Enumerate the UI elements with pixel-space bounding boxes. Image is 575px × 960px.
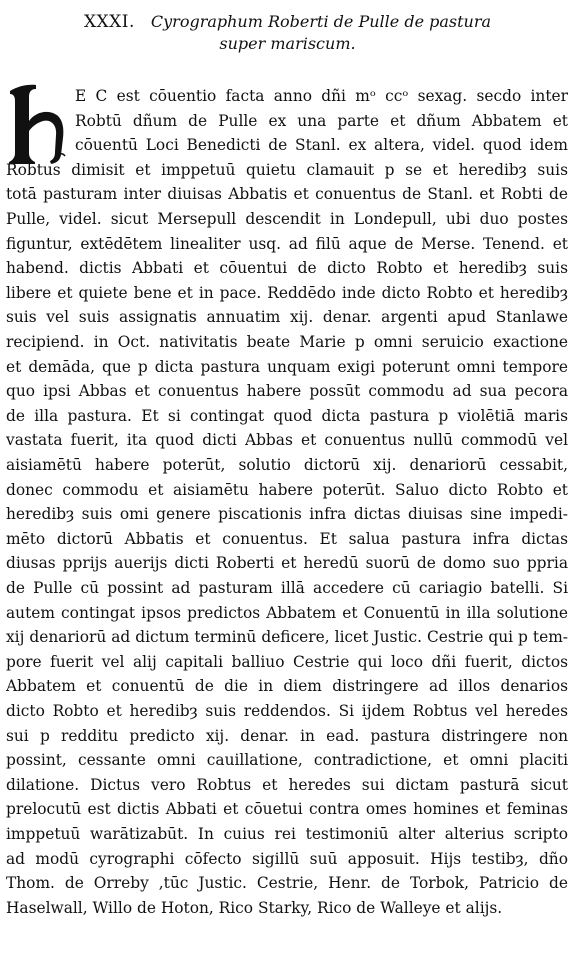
text-line: vastata fuerit, ita quod dicti Abbas et conuentus nullū commodū vel bbox=[6, 431, 568, 450]
text-line: dicto Robto et heredibȝ suis reddendos. Si ijdem Robtus vel heredes bbox=[6, 702, 568, 720]
text-line: ad modū cyrographi cōfecto sigillū suū apposuit. Hijs testibȝ, dño bbox=[6, 849, 568, 868]
text-line: totā pasturam inter diuisas Abbatis et conuentus de Stanl. et Robti de bbox=[6, 185, 568, 204]
charter-number: XXXI. bbox=[83, 12, 135, 32]
text-line: suis vel suis assignatis annuatim xij. denar. argenti apud Stanlawe bbox=[6, 308, 568, 327]
text-line: imppetuū warātizabūt. In cuius rei testimoniū alter alterius scripto bbox=[6, 825, 568, 843]
text-line: figuntur, extēdētem linealiter usq. ad filū aque de Merse. Tenend. et bbox=[6, 234, 568, 253]
text-line: mēto dictorū Abbatis et conuentus. Et salua pastura infra dictas bbox=[6, 529, 568, 548]
text-line: Robtū dñum de Pulle ex una parte et dñum Abbatem et bbox=[75, 111, 568, 130]
text-line: prelocutū est dictis Abbati et cōuetui contra omes homines et feminas bbox=[6, 800, 568, 819]
text-line: pore fuerit vel alij capitali balliuo Cestrie qui loco dñi fuerit, dictos bbox=[6, 652, 568, 671]
charter-heading bbox=[0, 0, 575, 55]
text-line: autem contingat ipsos predictos Abbatem et Conuentū in illa solutione bbox=[6, 603, 568, 622]
decorated-initial-h bbox=[6, 83, 68, 165]
text-line: heredibȝ suis omi genere piscationis infra dictas diuisas sine impedi- bbox=[6, 505, 568, 524]
heading-line-1 bbox=[0, 11, 575, 33]
text-line: sui p redditu predicto xij. denar. in ead. pastura distringere non bbox=[6, 726, 568, 745]
text-line: xij denariorū ad dictum terminū deficere, licet Justic. Cestrie qui p tem- bbox=[6, 628, 568, 647]
text-line: libere et quiete bene et in pace. Reddēdo inde dicto Robto et heredibȝ bbox=[6, 283, 568, 302]
charter-title-continued: super mariscum. bbox=[219, 34, 356, 53]
text-line: et demāda, que p dicta pastura unquam exigi poterunt omni tempore bbox=[6, 357, 568, 376]
text-line: Abbatem et conuentū de die in diem distringere ad illos denarios bbox=[6, 677, 568, 696]
text-line: diusas pprijs auerijs dicti Roberti et heredū suorū de domo suo ppria bbox=[6, 554, 568, 573]
text-line: recipiend. in Oct. nativitatis beate Marie p omni seruicio exactione bbox=[6, 333, 568, 351]
text-line: E C est cōuentio facta anno dñi mᵒ ccᵒ sexag. secdo inter bbox=[75, 87, 568, 105]
text-line: de illa pastura. Et si contingat quod dicta pastura p violētiā maris bbox=[6, 406, 568, 425]
text-line: Thom. de Orreby ,tūc Justic. Cestrie, Henr. de Torbok, Patricio de bbox=[6, 874, 568, 893]
text-line: aisiamētū habere poterūt, solutio dictorū xij. denariorū cessabit, bbox=[6, 456, 568, 474]
text-line: habend. dictis Abbati et cōuentui de dicto Robto et heredibȝ suis bbox=[6, 259, 568, 278]
text-line: de Pulle cū possint ad pasturam illā accedere cū cariagio batelli. Si bbox=[6, 579, 568, 597]
text-line: dilatione. Dictus vero Robtus et heredes sui dictam pasturā sicut bbox=[6, 775, 568, 794]
text-line: Robtus dimisit et imppetuū quietu clamauit p se et heredibȝ suis bbox=[6, 160, 568, 179]
charter-title: Cyrographum Roberti de Pulle de pastura bbox=[150, 12, 492, 31]
text-line: Pulle, videl. sicut Mersepull descendit in Londepull, ubi duo postes bbox=[6, 210, 568, 228]
text-line: possint, cessante omni cauillatione, contradictione, et omni placiti bbox=[6, 751, 568, 770]
text-line: cōuentū Loci Benedicti de Stanl. ex altera, videl. quod idem bbox=[75, 136, 568, 155]
text-line: Haselwall, Willo de Hoton, Rico Starky, Rico de Walleye et alijs. bbox=[6, 898, 503, 917]
text-line: donec commodu et aisiamētu habere poterūt. Saluo dicto Robto et bbox=[6, 480, 568, 499]
text-line: quo ipsi Abbas et conuentus habere possūt commodu ad sua pecora bbox=[6, 382, 568, 401]
